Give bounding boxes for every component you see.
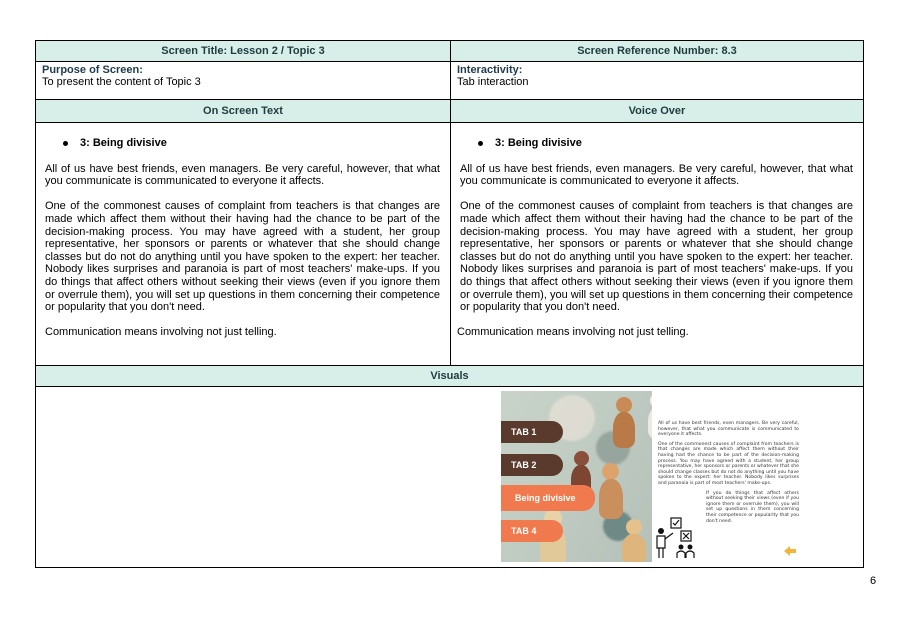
bullet-text: 3: Being divisive (495, 137, 582, 149)
tab-2[interactable]: TAB 2 (501, 454, 563, 476)
on-screen-text-header: On Screen Text (36, 100, 450, 122)
column-header-row (36, 100, 863, 123)
pawn-body (622, 534, 646, 562)
tab-1[interactable]: TAB 1 (501, 421, 563, 443)
interactivity-value: Tab interaction (457, 76, 529, 88)
paragraph-3: Communication means involving not just telling. (45, 326, 277, 339)
tab-4[interactable]: TAB 4 (501, 520, 563, 542)
pawn-head (602, 463, 619, 480)
purpose-label: Purpose of Screen: (42, 64, 143, 76)
voice-over-header: Voice Over (450, 100, 863, 122)
bullet-icon (478, 141, 483, 146)
pawn-head (626, 519, 642, 535)
storyboard-table (35, 40, 864, 568)
pawn-figure (611, 397, 637, 457)
tab-being-divisive[interactable]: Being divisive (501, 485, 595, 511)
arrow-icon[interactable] (783, 545, 797, 557)
panel-paragraph-3: If you do things that affect others without seeking their views (even if you ignore them or overrule them), you will set up questions in them concerning their competence or popularity that you don't need. (706, 490, 799, 524)
panel-paragraph-2: One of the commonest causes of complaint from teachers is that changes are made which affect them without their having had the chance to be part of the decision-making process. You may have agreed with a student, her group representative, her sponsors or parents or whatever that she should change classes but do not do anything until you have spoken to the expert: her teacher. Nobody likes surprises and paranoia is part of most teachers' make-ups. (658, 441, 799, 486)
interactivity-label: Interactivity: (457, 64, 523, 76)
pawn-head (616, 397, 632, 413)
bullet-icon (63, 141, 68, 146)
pawn-body (599, 479, 623, 519)
purpose-value: To present the content of Topic 3 (42, 76, 201, 88)
screen-title: Screen Title: Lesson 2 / Topic 3 (36, 41, 450, 61)
visuals-header: Visuals (36, 366, 863, 386)
paragraph-3: Communication means involving not just telling. (457, 326, 689, 339)
paragraph-1: All of us have best friends, even managers. Be very careful, however, that what you communicate is communicated to everyone it affects. (460, 162, 853, 188)
bullet-text: 3: Being divisive (80, 137, 167, 149)
topic-bullet (478, 137, 853, 150)
visuals-header-row (36, 366, 863, 387)
voice-over-cell (450, 123, 863, 365)
interactivity-cell (450, 62, 863, 99)
content-row (36, 123, 863, 366)
on-screen-text-cell (36, 123, 450, 365)
screen-mockup (501, 391, 806, 562)
pawn-body (613, 412, 635, 448)
pawn-head (574, 451, 589, 466)
title-row (36, 41, 863, 62)
page-number: 6 (870, 575, 877, 587)
paragraph-2: One of the commonest causes of complaint from teachers is that changes are made which affect them without their having had the chance to be part of the decision-making process. You may have agreed with a student, her group representative, her sponsors or parents or whatever that she should change classes but do not do anything until you have spoken to the expert: her teacher. Nobody likes surprises and paranoia is part of most teachers' make-ups. If you do things that affect others without seeking their views (even if you ignore them or overrule them), you will set up questions in them concerning their competence or popularity that you don't need. (45, 200, 440, 314)
pawn-figure (596, 463, 626, 523)
purpose-row (36, 62, 863, 100)
pawn-figure (619, 519, 649, 562)
panel-paragraph-1: All of us have best friends, even managers. Be very careful, however, that what you communicate is communicated to everyone it affects. (658, 421, 799, 438)
purpose-cell (36, 62, 450, 99)
paragraph-1: All of us have best friends, even managers. Be very careful, however, that what you communicate is communicated to everyone it affects. (45, 162, 440, 188)
paragraph-2: One of the commonest causes of complaint from teachers is that changes are made which affect them without their having had the chance to be part of the decision-making process. You may have agreed with a student, her group representative, her sponsors or parents or whatever that she should change classes but do not do anything until you have spoken to the expert: her teacher. Nobody likes surprises and paranoia is part of most teachers' make-ups. If you do things that affect others without seeking their views (even if you ignore them or overrule them), you will set up questions in them concerning their competence or popularity that you don't need. (460, 200, 853, 314)
teacher-presentation-icon (653, 517, 701, 561)
topic-bullet (63, 137, 440, 150)
screen-reference: Screen Reference Number: 8.3 (450, 41, 863, 61)
